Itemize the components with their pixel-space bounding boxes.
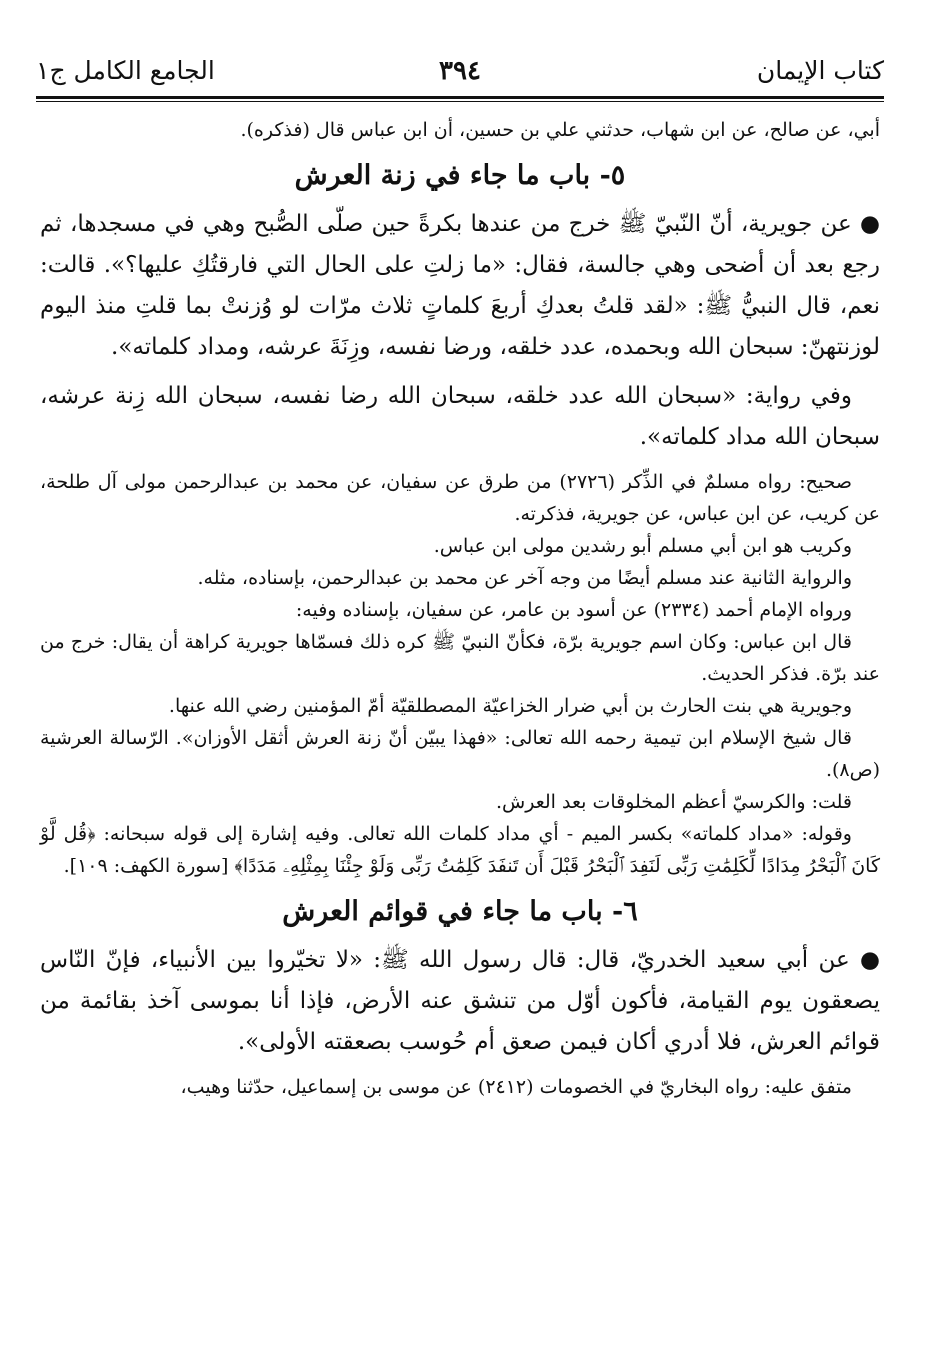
section-heading: ٦- باب ما جاء في قوائم العرش [282,896,638,927]
riwaya-text: وفي رواية: «سبحان الله عدد خلقه، سبحان الله رضا نفسه، سبحان الله زِنة عرشه، سبحان الله مداد كلماته». [40,383,880,450]
intro-line: أبي، عن صالح، عن ابن شهاب، حدثني علي بن حسين، أن ابن عباس قال (فذكره). [240,119,880,141]
book-title: كتاب الإيمان [756,56,884,85]
note-paragraph: قال ابن عباس: وكان اسم جويرية برّة، فكأنّ النبيّ ﷺ كره ذلك فسمّاها جويرية كراهة أن يقال: خرج من عند برّة. فذكر الحديث. [40,631,880,685]
page-number: ٣٩٤ [439,56,481,86]
note-paragraph: قال شيخ الإسلام ابن تيمية رحمه الله تعالى: «فهذا يبيّن أنّ زنة العرش أثقل الأوزان». الرّسالة العرشية (ص٨). [40,727,880,781]
note-paragraph: متفق عليه: رواه البخاريّ في الخصومات (٢٤١٢) عن موسى بن إسماعيل، حدّثنا وهيب، [180,1076,852,1098]
note-paragraph: ورواه الإمام أحمد (٢٣٣٤) عن أسود بن عامر، عن سفيان، بإسناده وفيه: [295,599,852,621]
hadith-text: ● عن جويرية، أنّ النّبيّ ﷺ خرج من عندها بكرةً حين صلّى الصُّبح وهي في مسجدها، ثم رجع بعد أن أضحى وهي جالسة، فقال: «ما زلتِ على الحال التي فارقتُكِ عليها؟». قالت: نعم، قال النبيُّ ﷺ: «لقد قلتُ بعدكِ أربعَ كلماتٍ ثلاث مرّات لو وُزنتْ بما قلتِ منذ اليوم لوزنتهنّ: سبحان الله وبحمده، عدد خلقه، ورضا نفسه، وزِنَةَ عرشه، ومداد كلماته». [40,211,880,360]
header-rule [36,96,884,99]
note-paragraph: وقوله: «مداد كلماته» بكسر الميم - أي مداد كلمات الله تعالى. وفيه إشارة إلى قوله سبحانه: ﴿قُل لَّوْ كَانَ ٱلْبَحْرُ مِدَادًا لِّكَلِمَٰتِ رَبِّى لَنَفِدَ ٱلْبَحْرُ قَبْلَ أَن تَنفَدَ كَلِمَٰتُ رَبِّى وَلَوْ جِئْنَا بِمِثْلِهِۦ مَدَدًا﴾ [سورة الكهف: ١٠٩]. [40,823,880,877]
section-heading: ٥- باب ما جاء في زنة العرش [294,160,626,191]
note-paragraph: والرواية الثانية عند مسلم أيضًا من وجه آخر عن محمد بن عبدالرحمن، بإسناده، مثله. [197,567,852,589]
volume-label: الجامع الكامل ج١ [36,56,215,85]
note-paragraph: وجويرية هي بنت الحارث بن أبي ضرار الخزاعيّة المصطلقيّة أمّ المؤمنين رضي الله عنها. [168,695,852,717]
note-paragraph: قلت: والكرسيّ أعظم المخلوقات بعد العرش. [495,791,852,813]
note-paragraph: وكريب هو ابن أبي مسلم أبو رشدين مولى ابن عباس. [433,535,852,557]
header-rule-thin [36,101,884,102]
note-paragraph: صحيح: رواه مسلمٌ في الذِّكر (٢٧٢٦) من طرق عن سفيان، عن محمد بن عبدالرحمن مولى آل طلحة، عن كريب، عن ابن عباس، عن جويرية، فذكرته. [40,471,880,525]
running-header [36,56,884,96]
hadith-text: ● عن أبي سعيد الخدريّ، قال: قال رسول الله ﷺ: «لا تخيّروا بين الأنبياء، فإنّ النّاس يصعقون يوم القيامة، فأكون أوّل من تنشق عنه الأرض، فإذا أنا بموسى آخذ بقائمة من قوائم العرش، فلا أدري أكان فيمن صعق أم حُوسب بصعقته الأولى». [40,947,880,1055]
page-body [40,114,880,1103]
